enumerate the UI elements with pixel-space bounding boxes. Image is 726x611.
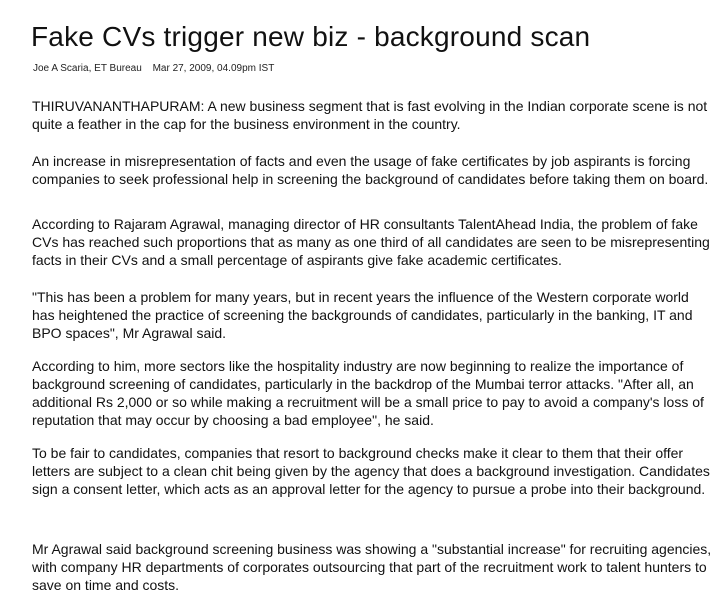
byline-dateline: Mar 27, 2009, 04.09pm IST [152, 63, 275, 74]
byline-author: Joe A Scaria, ET Bureau [33, 63, 142, 74]
article-paragraph: According to Rajaram Agrawal, managing director of HR consultants TalentAhead India, the problem of fake CVs has reached such proportions that as many as one third of all candidates are seen to be misrepresenting facts in their CVs and a small percentage of aspirants give fake academic certificates. [32, 216, 710, 268]
article-paragraph: THIRUVANANTHAPURAM: A new business segment that is fast evolving in the Indian corporate scene is not quite a feather in the cap for the business environment in the country. [32, 98, 708, 132]
article-paragraph: To be fair to candidates, companies that resort to background checks make it clear to them that their offer letters are subject to a clean chit being given by the agency that does a background investigation. Candidates sign a consent letter, which acts as an approval letter for the agency to pursue a probe into their background. [32, 445, 710, 497]
article-paragraph: According to him, more sectors like the hospitality industry are now beginning to realize the importance of background screening of candidates, particularly in the backdrop of the Mumbai terror attacks. "After all, an additional Rs 2,000 or so while making a recruitment will be a small price to pay to avoid a company's loss of reputation that may occur by choosing a bad employee", he said. [32, 358, 704, 428]
article-paragraph: "This has been a problem for many years, but in recent years the influence of the Western corporate world has heightened the practice of screening the backgrounds of candidates, particularly in the banking, IT and BPO spaces", Mr Agrawal said. [32, 289, 693, 341]
article-headline: Fake CVs trigger new biz - background scan [31, 21, 591, 52]
article-paragraph: Mr Agrawal said background screening business was showing a "substantial increase" for recruiting agencies, with company HR departments of corporates outsourcing that part of the recruitment work to talent hunters to save on time and costs. [32, 541, 712, 593]
article-byline [33, 62, 282, 76]
article-paragraph: An increase in misrepresentation of facts and even the usage of fake certificates by job aspirants is forcing companies to seek professional help in screening the background of candidates before taking them on board. [32, 153, 709, 187]
